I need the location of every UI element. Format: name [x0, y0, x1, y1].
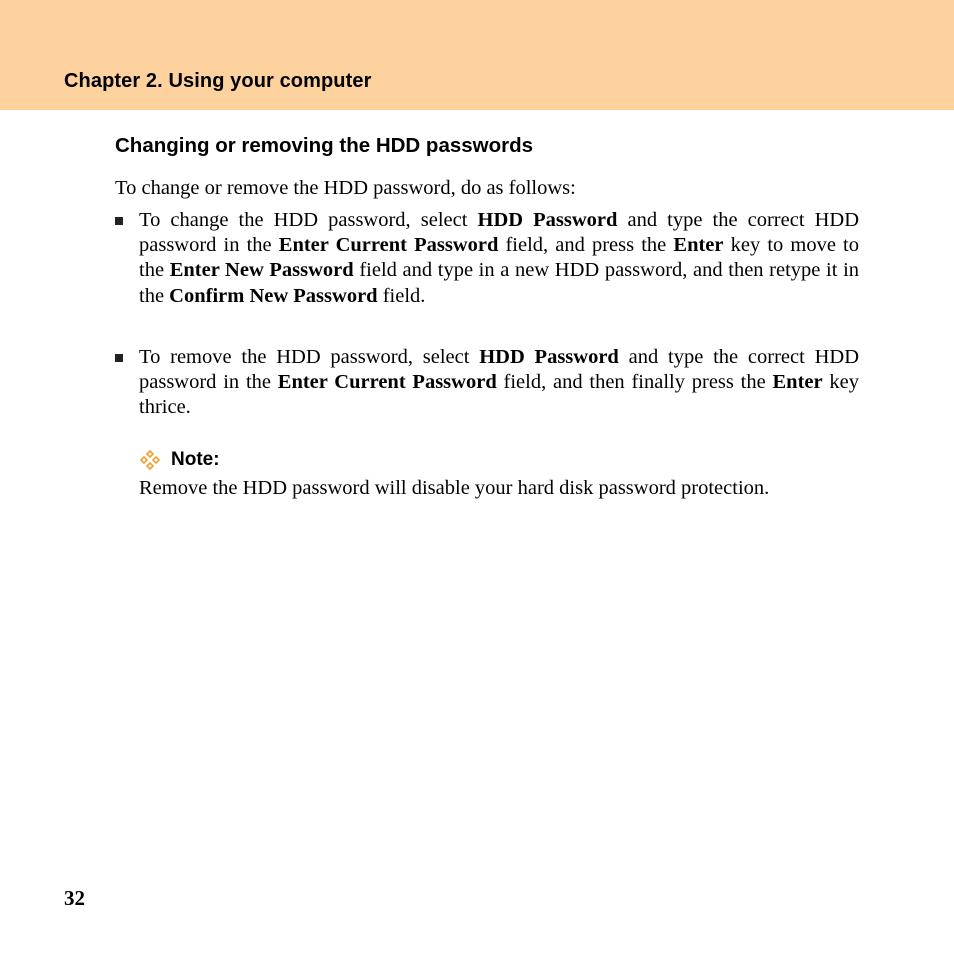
bullet-text: and type the correct HDD password in the: [139, 209, 859, 257]
chapter-title: Chapter 2. Using your computer: [64, 70, 372, 92]
bold-term-confirm-new-password: Confirm New Password: [169, 284, 378, 307]
bold-term-enter-current-password: Enter Current Password: [278, 234, 499, 257]
page-number: 32: [64, 886, 85, 910]
bullet-text: field and type in a new HDD password, and then retype it in the: [139, 259, 860, 307]
bullet-text: To remove the HDD password, select: [139, 346, 480, 368]
chapter-header-band: [0, 0, 954, 110]
bullet-text: field, and then finally press the: [496, 371, 773, 394]
bullet-text: field, and press the: [498, 234, 674, 257]
section-title: Changing or removing the HDD passwords: [115, 134, 534, 157]
intro-paragraph: To change or remove the HDD password, do as follows:: [115, 177, 576, 199]
note-text: Remove the HDD password will disable your hard disk password protection.: [139, 477, 770, 499]
bold-term-enter: Enter: [772, 371, 823, 394]
bold-term-enter-current-password: Enter Current Password: [277, 371, 497, 394]
bullet-text: key thrice.: [139, 371, 859, 419]
bullet-text: field.: [377, 284, 426, 307]
note-label: Note:: [171, 449, 220, 470]
bullet-marker: [115, 217, 123, 225]
bold-term-enter: Enter: [673, 234, 724, 257]
bullet-marker: [115, 354, 123, 362]
bullet-remove-password: [139, 345, 859, 421]
bullet-text: To change the HDD password, select: [139, 209, 478, 231]
bullet-text: key to move to the: [139, 234, 859, 282]
bold-term-enter-new-password: Enter New Password: [169, 259, 354, 282]
sparkle-diamond-icon: [139, 449, 161, 471]
bold-term-hdd-password: HDD Password: [479, 346, 619, 368]
bullet-text: and type the correct HDD password in the: [139, 346, 859, 394]
bold-term-hdd-password: HDD Password: [477, 209, 618, 231]
bullet-change-password: [139, 208, 859, 309]
